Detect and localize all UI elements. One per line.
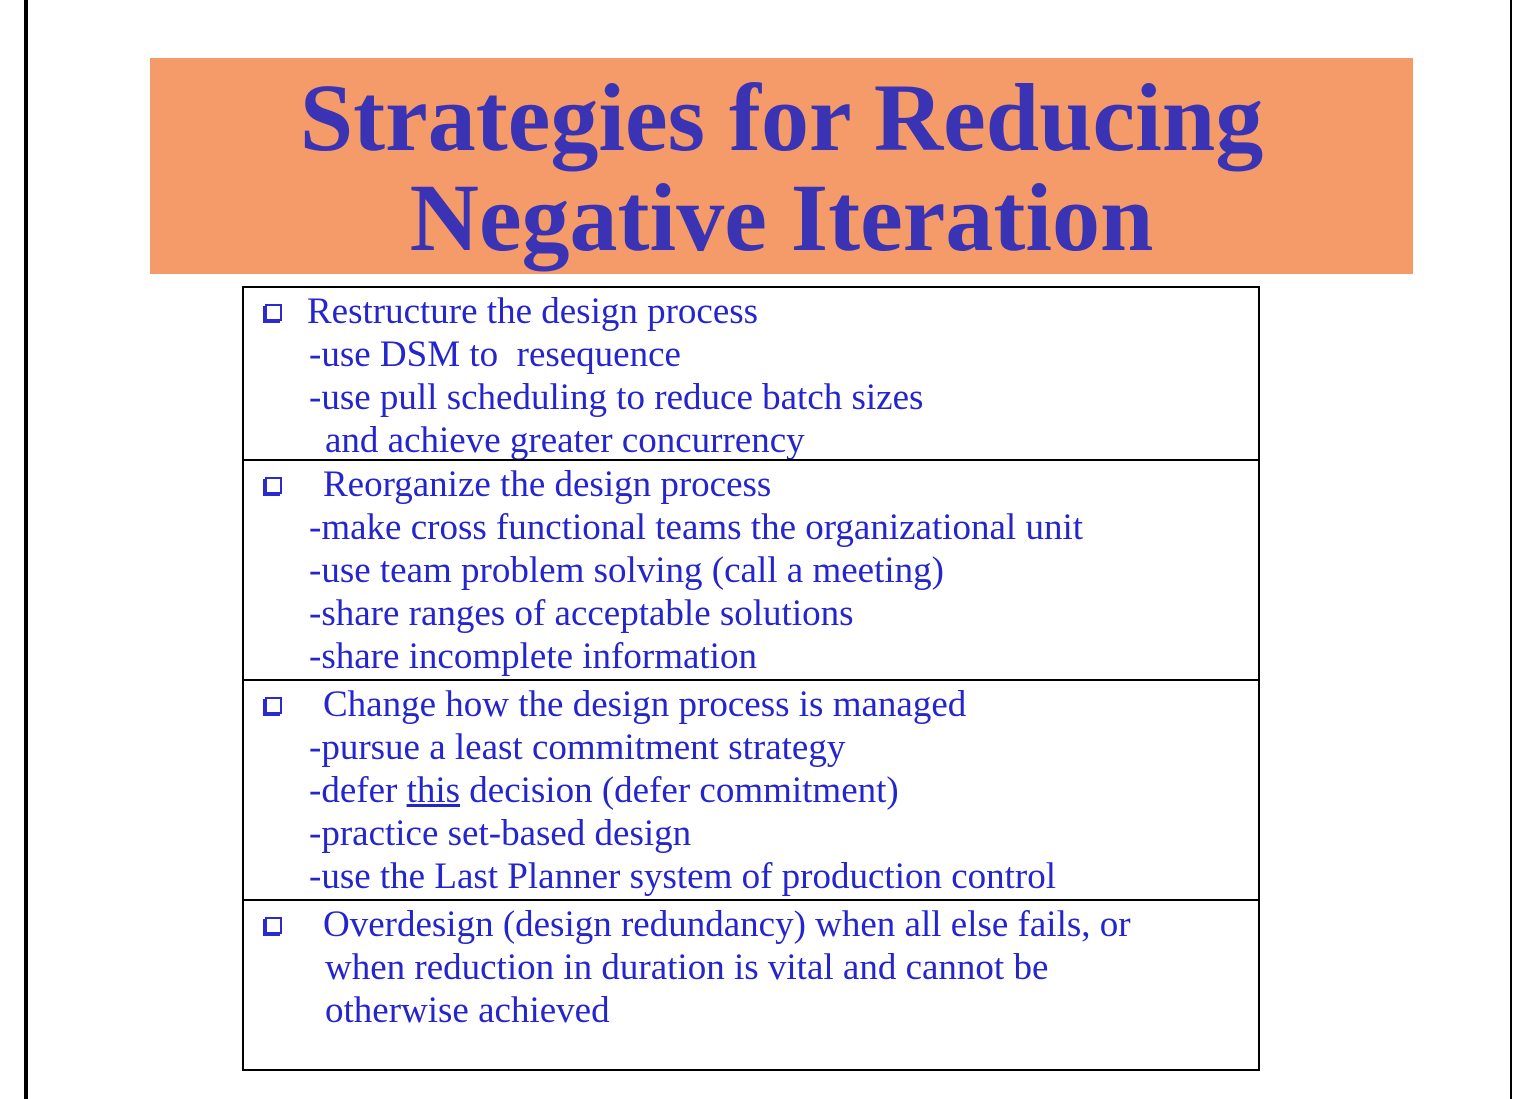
section-reorganize [244, 459, 1258, 679]
sub-item: -pursue a least commitment strategy [309, 727, 846, 768]
section-restructure [244, 288, 1258, 459]
section-overdesign [244, 899, 1258, 1069]
content-box [242, 286, 1260, 1071]
square-bullet-icon [265, 304, 282, 321]
defer-post-text: decision (defer commitment) [460, 770, 899, 811]
slide-title-line-2: Negative Iteration [409, 164, 1154, 271]
left-border-rule [24, 0, 28, 1099]
section-heading: Change how the design process is managed [323, 684, 967, 725]
title-banner [150, 58, 1413, 274]
heading-continuation: otherwise achieved [325, 990, 610, 1031]
sub-item: -use the Last Planner system of production control [309, 856, 1057, 897]
square-bullet-icon [265, 697, 282, 714]
section-heading: Reorganize the design process [323, 464, 772, 505]
bullet-row [244, 901, 1258, 946]
section-heading: Restructure the design process [307, 291, 759, 332]
sub-item: -use pull scheduling to reduce batch sizes [309, 377, 924, 418]
right-border-rule [1510, 0, 1512, 1099]
bullet-row [244, 461, 1258, 506]
square-bullet-icon [265, 477, 282, 494]
section-heading: Overdesign (design redundancy) when all else fails, or [323, 904, 1131, 945]
slide-title-line-1: Strategies for Reducing [299, 64, 1264, 171]
bullet-row [244, 288, 1258, 333]
defer-pre-text: -defer [309, 770, 407, 811]
sub-item: -use team problem solving (call a meeting) [309, 550, 944, 591]
sub-item: -share ranges of acceptable solutions [309, 593, 854, 634]
bullet-row [244, 681, 1258, 726]
sub-item: -practice set-based design [309, 813, 692, 854]
sub-item: -use DSM to resequence [309, 334, 681, 375]
square-bullet-icon [265, 917, 282, 934]
defer-underlined-word: this [406, 770, 461, 811]
heading-continuation: when reduction in duration is vital and cannot be [325, 947, 1049, 988]
section-change-management [244, 679, 1258, 899]
sub-item: -make cross functional teams the organizational unit [309, 507, 1084, 548]
sub-item-defer [244, 769, 1258, 812]
sub-item-continuation: and achieve greater concurrency [325, 420, 805, 459]
sub-item: -share incomplete information [309, 636, 757, 677]
